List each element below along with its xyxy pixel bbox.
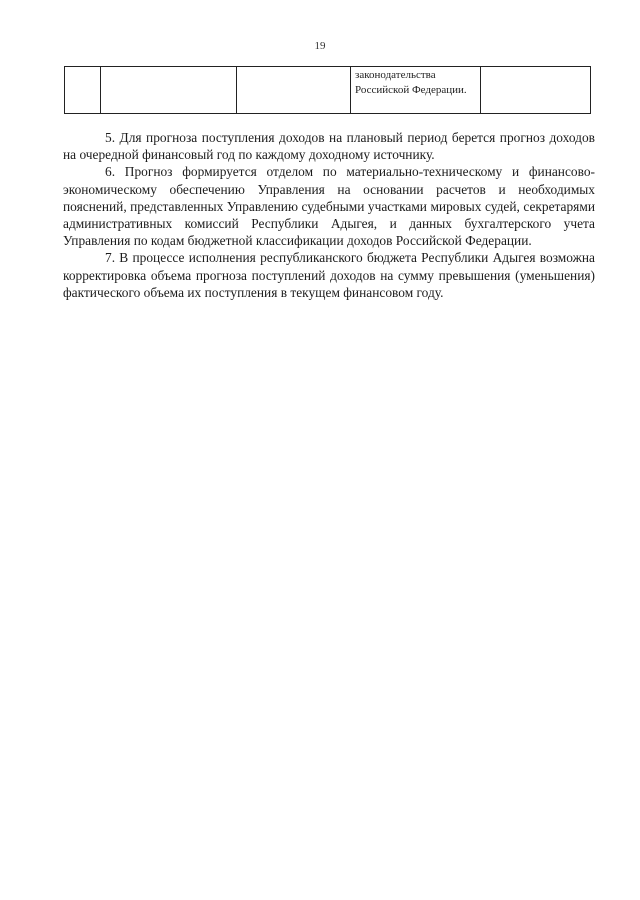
table-row: [65, 67, 591, 114]
table-cell: [481, 67, 591, 114]
paragraph-5: 5. Для прогноза поступления доходов на плановый период берется прогноз доходов на очередной финансовый год по каждому доходному источнику.: [63, 130, 595, 163]
table-cell: [237, 67, 351, 114]
paragraph-6: 6. Прогноз формируется отделом по материально-техническому и финансово-экономическому обеспечению Управления на основании расчетов и необходимых пояснений, представленных Управлению судебными участками мировых судей, секретарями административных комиссий Республики Адыгея, и данных бухгалтерского учета Управления по кодам бюджетной классификации доходов Российской Федерации.: [63, 164, 595, 249]
table-cell: [101, 67, 237, 114]
body-text: [63, 129, 595, 301]
table-cell: законодательства Российской Федерации.: [351, 67, 481, 114]
continued-table: [64, 66, 591, 114]
page-number: 19: [314, 40, 326, 52]
paragraph-7: 7. В процессе исполнения республиканского бюджета Республики Адыгея возможна корректировка объема прогноза поступлений доходов на сумму превышения (уменьшения) фактического объема их поступления в текущем финансовом году.: [63, 250, 595, 300]
table-cell: [65, 67, 101, 114]
